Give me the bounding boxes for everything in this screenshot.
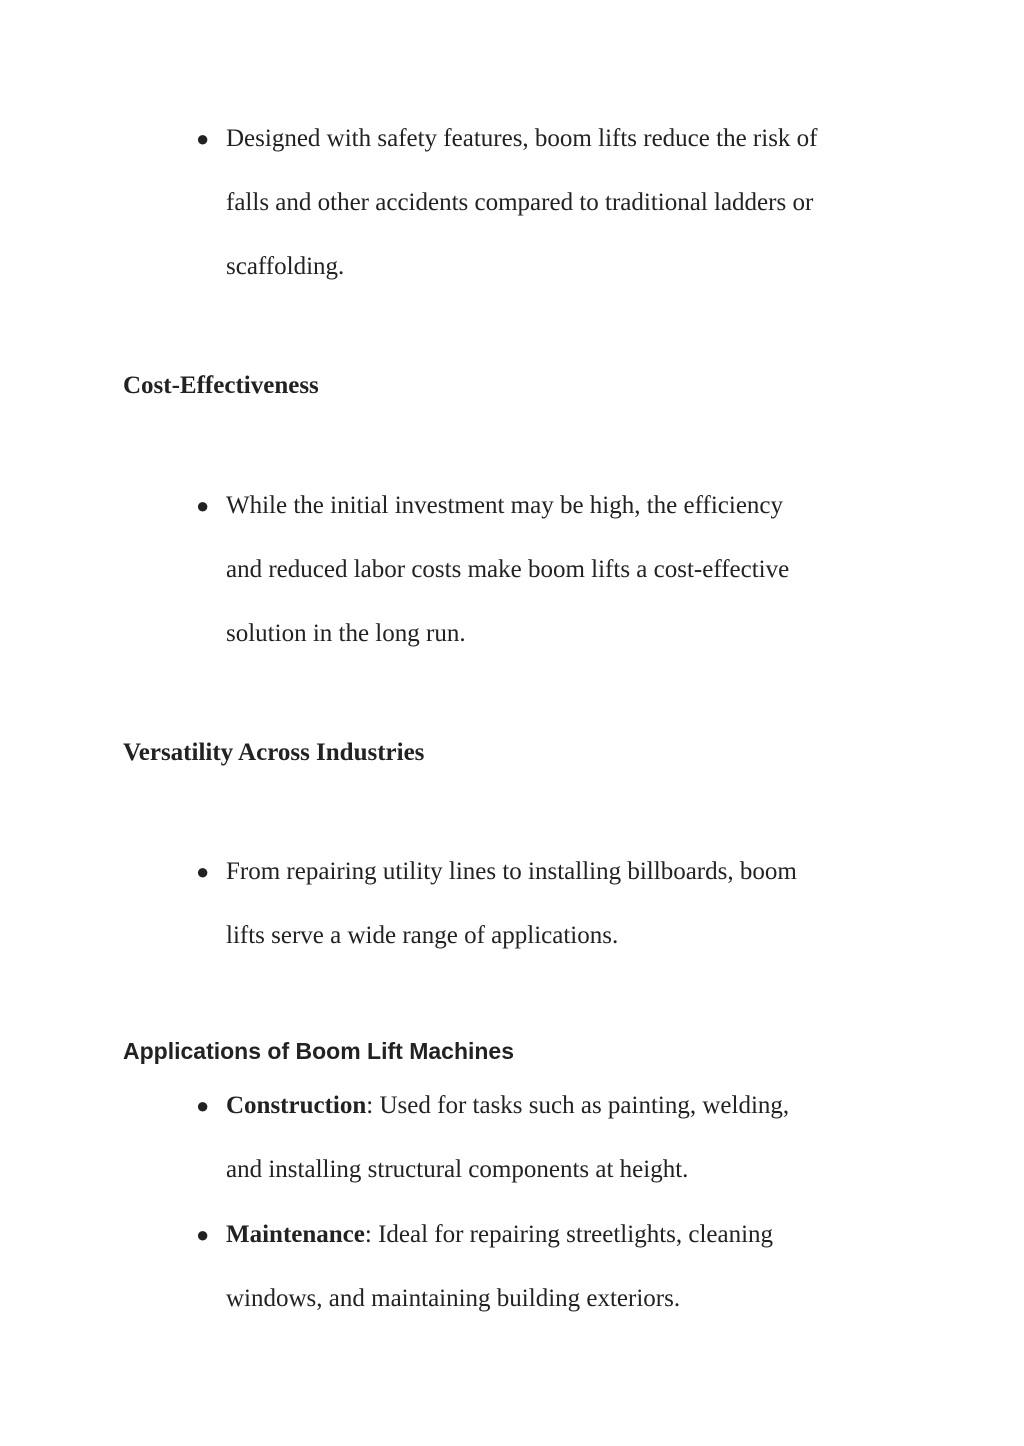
- text-line: and reduced labor costs make boom lifts a cost-effective: [226, 556, 790, 583]
- application-term: Maintenance: [226, 1221, 365, 1248]
- text-line: falls and other accidents compared to traditional ladders or: [226, 189, 814, 216]
- text-line: Designed with safety features, boom lifts reduce the risk of: [226, 125, 818, 152]
- maintenance-text: [226, 1203, 906, 1331]
- text-line: lifts serve a wide range of applications.: [226, 922, 619, 949]
- text-line: scaffolding.: [226, 253, 345, 280]
- cost-bullet-text: [226, 474, 906, 666]
- bullet-dot: ●: [196, 126, 210, 151]
- construction-text: [226, 1074, 906, 1202]
- application-term: Construction: [226, 1092, 367, 1119]
- text-line: From repairing utility lines to installing billboards, boom: [226, 858, 797, 885]
- cost-effectiveness-heading: Cost-Effectiveness: [123, 372, 319, 399]
- text-line: [226, 1074, 906, 1138]
- text-line: [226, 1203, 906, 1267]
- text-line: windows, and maintaining building exteriors.: [226, 1285, 681, 1312]
- application-description: : Ideal for repairing streetlights, cleaning: [364, 1221, 774, 1248]
- bullet-dot: ●: [196, 1222, 210, 1247]
- bullet-dot: ●: [196, 1093, 210, 1118]
- text-line: While the initial investment may be high, the efficiency: [226, 492, 784, 519]
- versatility-heading: Versatility Across Industries: [123, 739, 425, 766]
- bullet-dot: ●: [196, 493, 210, 518]
- safety-bullet-text: [226, 107, 906, 299]
- applications-heading: Applications of Boom Lift Machines: [123, 1038, 515, 1064]
- bullet-dot: ●: [196, 859, 210, 884]
- application-description: : Used for tasks such as painting, welding,: [366, 1092, 790, 1119]
- versatility-bullet-text: [226, 840, 906, 968]
- text-line: and installing structural components at height.: [226, 1156, 689, 1183]
- text-line: solution in the long run.: [226, 620, 466, 647]
